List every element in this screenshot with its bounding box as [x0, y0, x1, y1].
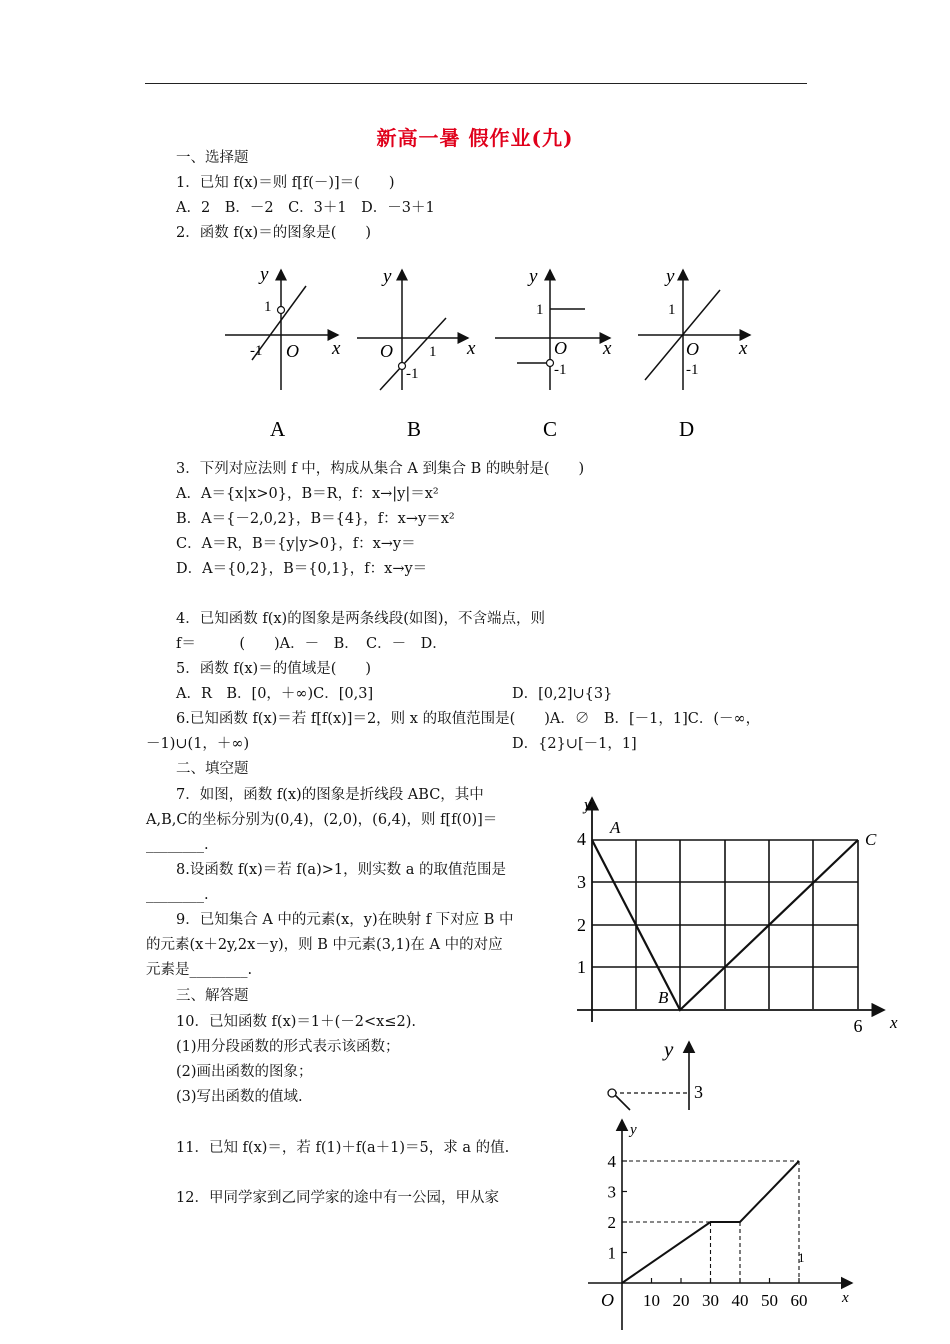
question-line: 10．已知函数 f(x)＝1＋(－2<x≤2).: [176, 1014, 416, 1030]
tick-label: 1: [668, 302, 676, 318]
x-tick-label: 50: [761, 1291, 778, 1310]
x-tick-label: 60: [790, 1291, 808, 1310]
origin-label: O: [686, 339, 699, 359]
origin-label: O: [554, 338, 567, 358]
option-line: C．A＝R，B＝{y|y>0}，f：x→y＝: [176, 536, 416, 552]
grid-chart: [572, 790, 907, 1035]
answer-blank: ________.: [146, 887, 209, 903]
section-heading: 一、选择题: [176, 150, 249, 166]
question-line: 1．已知 f(x)＝则 f[f(－)]＝( ): [176, 175, 395, 191]
graph-b: [357, 266, 476, 390]
graph-c: [495, 266, 612, 390]
option-graphs: [220, 262, 780, 442]
tick-label: 1: [429, 344, 437, 360]
x-tick-label: 40: [731, 1291, 749, 1310]
x-tick-label: 10: [643, 1291, 660, 1310]
x-tick-label: 20: [672, 1291, 690, 1310]
question-line: 12．甲同学家到乙同学家的途中有一公园，甲从家: [176, 1190, 499, 1206]
question-line: 5．函数 f(x)＝的值域是( ): [176, 661, 372, 677]
fragment-value: 3: [694, 1082, 703, 1102]
header-rule: [145, 83, 807, 84]
question-line: 4．已知函数 f(x)的图象是两条线段(如图)，不含端点，则: [176, 611, 546, 627]
x-axis-label: x: [890, 1013, 898, 1032]
y-tick-label: 3: [607, 1182, 616, 1202]
tick-label: 1: [264, 299, 272, 315]
option-line: D．A＝{0,2}，B＝{0,1}，f：x→y＝: [176, 561, 428, 577]
y-tick-label: 2: [607, 1213, 616, 1232]
point-a-label: A: [610, 818, 621, 837]
tick-label: -1: [686, 362, 699, 378]
option-line: B．A＝{－2,0,2}，B＝{4}，f：x→y＝x²: [176, 511, 455, 527]
option-line: D．{2}∪[－1，1]: [512, 736, 637, 752]
chart-xlabel: x: [842, 1290, 849, 1306]
question-line: 的元素(x＋2y,2x－y)，则 B 中元素(3,1)在 A 中的对应: [146, 937, 503, 953]
option-line: －1)∪(1，＋∞): [146, 736, 250, 752]
origin-label: O: [286, 341, 299, 361]
option-line: A．R B．[0，＋∞)C．[0,3]: [176, 686, 374, 702]
y-axis-label: y: [383, 266, 392, 287]
y-tick-label: 4: [607, 1152, 616, 1171]
option-label: B: [407, 417, 422, 441]
chart-ylabel: y: [630, 1122, 637, 1138]
question-line: 11．已知 f(x)＝，若 f(1)＋f(a＋1)＝5，求 a 的值.: [176, 1140, 510, 1156]
line-chart: [588, 1118, 870, 1340]
point-c-label: C: [865, 830, 877, 849]
question-line: 2．函数 f(x)＝的图象是( ): [176, 225, 372, 241]
option-label: A: [270, 417, 286, 441]
sub-question: (3)写出函数的值域.: [176, 1089, 303, 1105]
x-tick-label: 30: [702, 1291, 719, 1310]
y-axis-label: y: [584, 795, 592, 814]
option-line: A．2 B．－2 C．3＋1 D．－3＋1: [176, 200, 435, 216]
y-axis-label: y: [260, 264, 269, 285]
fragment-figure: [600, 1036, 720, 1116]
x-tick-6: 6: [853, 1016, 863, 1035]
question-line: 9．已知集合 A 中的元素(x，y)在映射 f 下对应 B 中: [176, 912, 514, 928]
page-title: 新高一暑 假作业(九): [376, 126, 574, 150]
question-line: 8.设函数 f(x)＝若 f(a)>1，则实数 a 的取值范围是: [176, 862, 506, 878]
tick-label: 1: [536, 302, 544, 318]
y-tick-3: 3: [577, 872, 586, 892]
option-label: D: [679, 417, 695, 441]
y-tick-1: 1: [577, 957, 586, 977]
x-axis-label: x: [332, 338, 341, 359]
page-number: 1: [798, 1250, 805, 1265]
section-heading: 二、填空题: [176, 761, 249, 777]
x-axis-label: x: [739, 338, 748, 359]
graph-d: [638, 266, 750, 390]
option-line: D．[0,2]∪{3}: [512, 686, 613, 702]
section-heading: 三、解答题: [176, 988, 249, 1004]
y-tick-2: 2: [577, 915, 586, 935]
question-line: A,B,C的坐标分别为(0,4)，(2,0)，(6,4)，则 f[f(0)]＝: [146, 812, 498, 828]
question-line: 7．如图，函数 f(x)的图象是折线段 ABC，其中: [176, 787, 484, 803]
sub-question: (2)画出函数的图象；: [176, 1064, 313, 1080]
tick-label: -1: [406, 366, 419, 382]
option-label: C: [543, 417, 558, 441]
y-tick-4: 4: [577, 829, 586, 849]
tick-label: -1: [250, 343, 263, 359]
y-axis-label: y: [666, 266, 675, 287]
answer-blank: ________.: [146, 837, 209, 853]
x-axis-label: x: [467, 338, 476, 359]
chart-origin: O: [601, 1290, 614, 1310]
question-line: 3．下列对应法则 f 中，构成从集合 A 到集合 B 的映射是( ): [176, 461, 585, 477]
option-line: A．A＝{x|x>0}，B＝R，f：x→|y|＝x²: [176, 486, 439, 502]
graph-a: [225, 264, 341, 390]
origin-label: O: [380, 341, 393, 361]
point-b-label: B: [658, 988, 669, 1007]
x-axis-label: x: [603, 338, 612, 359]
question-line: 6.已知函数 f(x)＝若 f[f(x)]＝2，则 x 的取值范围是( )A．∅ B．[－1，1]C．(－∞，: [176, 711, 761, 727]
sub-question: (1)用分段函数的形式表示该函数；: [176, 1039, 400, 1055]
question-line: 元素是________.: [146, 962, 253, 978]
y-tick-label: 1: [607, 1243, 616, 1263]
tick-label: -1: [554, 362, 567, 378]
question-line: f＝ ( )A．－ B． C．－ D．: [176, 636, 447, 652]
y-axis-label: y: [529, 266, 538, 287]
fragment-y-label: y: [664, 1037, 674, 1061]
